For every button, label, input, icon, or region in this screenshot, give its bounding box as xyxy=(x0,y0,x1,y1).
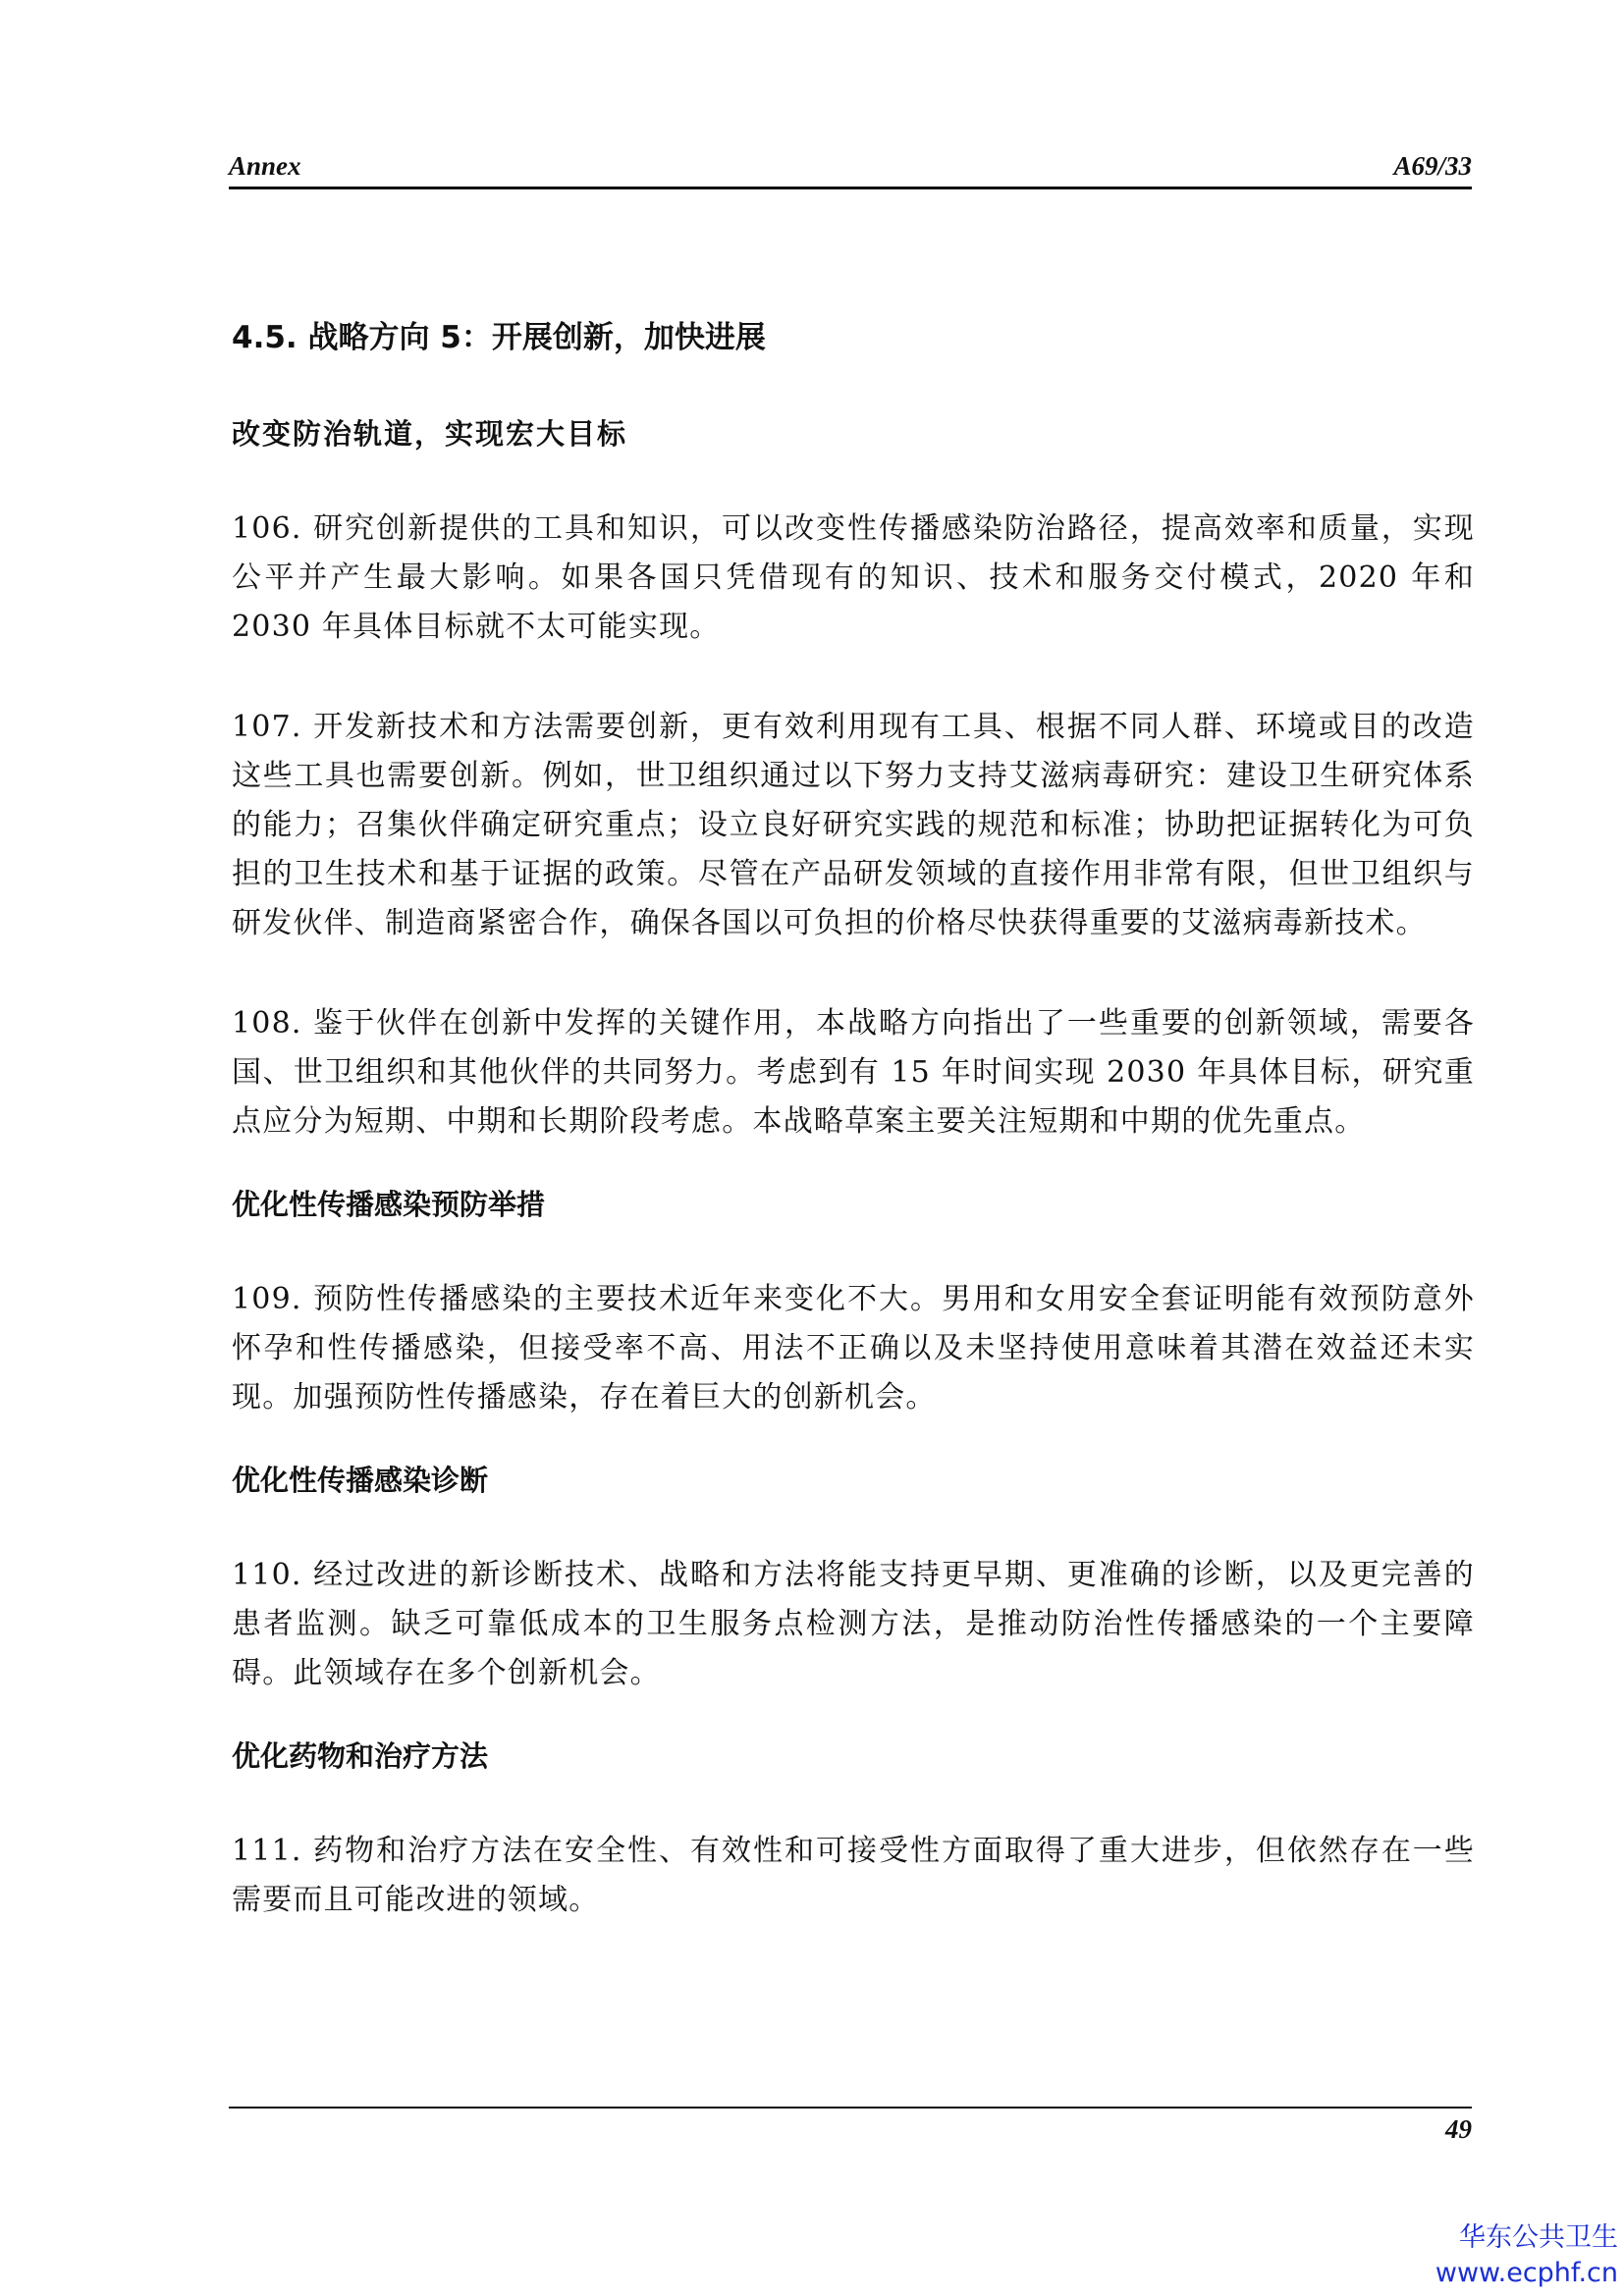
page-footer xyxy=(229,2107,1472,2144)
paragraph-107: 107. 开发新技术和方法需要创新，更有效利用现有工具、根据不同人群、环境或目的改造这些工具也需要创新。例如，世卫组织通过以下努力支持艾滋病毒研究：建设卫生研究体系的能力；召集伙伴确定研究重点；设立良好研究实践的规范和标准；协助把证据转化为可负担的卫生技术和基于证据的政策。尽管在产品研发领域的直接作用非常有限，但世卫组织与研发伙伴、制造商紧密合作，确保各国以可负担的价格尽快获得重要的艾滋病毒新技术。 xyxy=(232,710,1475,940)
watermark-site-name: 华东公共卫生 xyxy=(1459,2222,1618,2253)
watermark xyxy=(1435,2220,1618,2291)
paragraph-111: 111. 药物和治疗方法在安全性、有效性和可接受性方面取得了重大进步，但依然存在一些需要而且可能改进的领域。 xyxy=(232,1834,1475,1917)
subhead-prevention: 优化性传播感染预防举措 xyxy=(232,1188,546,1221)
watermark-url: www.ecphf.cn xyxy=(1435,2258,1618,2288)
paragraph-109: 109. 预防性传播感染的主要技术近年来变化不大。男用和女用安全套证明能有效预防意外怀孕和性传播感染，但接受率不高、用法不正确以及未坚持使用意味着其潜在效益还未实现。加强预防性传播感染，存在着巨大的创新机会。 xyxy=(232,1282,1475,1415)
page-number: 49 xyxy=(1445,2114,1472,2144)
paragraph-108: 108. 鉴于伙伴在创新中发挥的关键作用，本战略方向指出了一些重要的创新领域，需要各国、世卫组织和其他伙伴的共同努力。考虑到有 15 年时间实现 2030 年具体目标，研究重点应分为短期、中期和长期阶段考虑。本战略草案主要关注短期和中期的优先重点。 xyxy=(232,1006,1475,1139)
paragraph-106: 106. 研究创新提供的工具和知识，可以改变性传播感染防治路径，提高效率和质量，实现公平并产生最大影响。如果各国只凭借现有的知识、技术和服务交付模式，2020 年和 2030 年具体目标就不太可能实现。 xyxy=(232,511,1475,644)
header-document-code: A69/33 xyxy=(1393,151,1472,181)
header-annex-label: Annex xyxy=(229,151,301,181)
section-title: 4.5. 战略方向 5：开展创新，加快进展 xyxy=(232,320,766,355)
page-content xyxy=(232,294,1475,1925)
subhead-treatment: 优化药物和治疗方法 xyxy=(232,1739,489,1773)
subhead-change-trajectory: 改变防治轨道，实现宏大目标 xyxy=(232,417,628,451)
paragraph-110: 110. 经过改进的新诊断技术、战略和方法将能支持更早期、更准确的诊断，以及更完善的患者监测。缺乏可靠低成本的卫生服务点检测方法，是推动防治性传播感染的一个主要障碍。此领域存在多个创新机会。 xyxy=(232,1558,1475,1690)
subhead-diagnosis: 优化性传播感染诊断 xyxy=(232,1464,489,1497)
page-header xyxy=(229,149,1472,189)
